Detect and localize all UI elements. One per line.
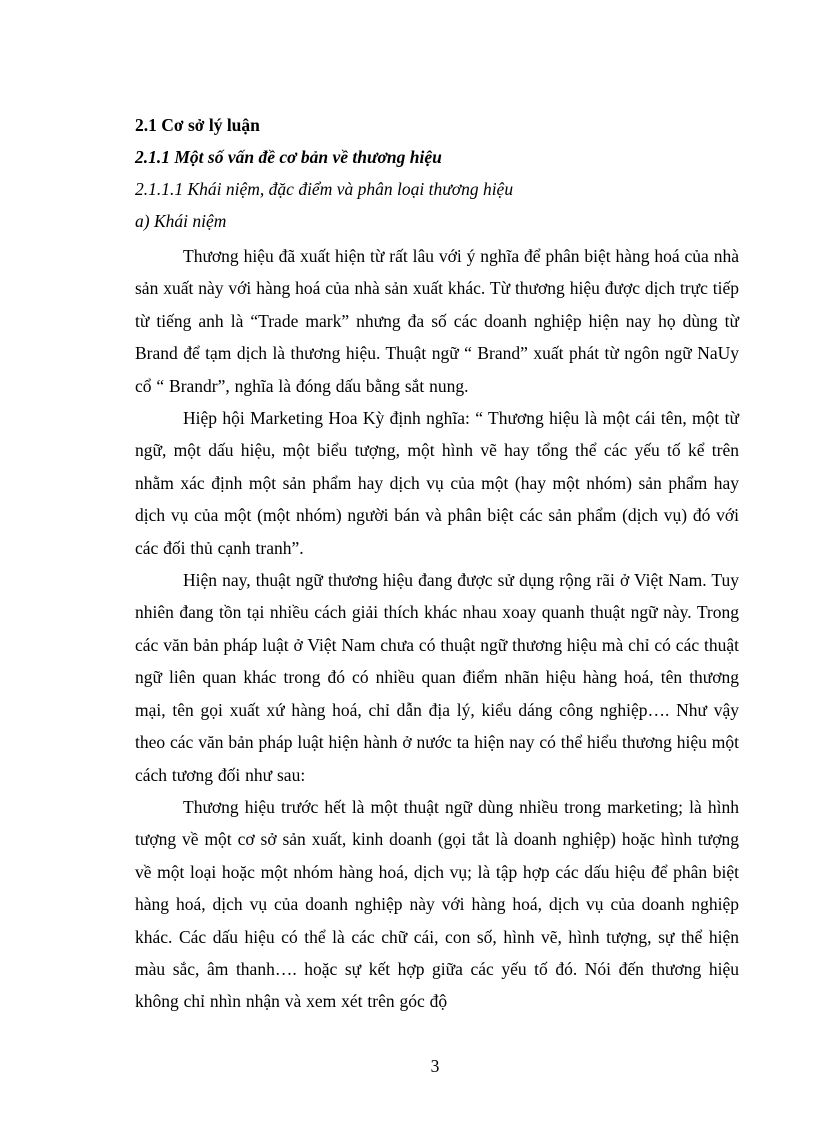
body-text bbox=[135, 240, 739, 1018]
page-number: 3 bbox=[430, 1056, 440, 1076]
item-heading: a) Khái niệm bbox=[135, 211, 227, 231]
paragraph: Hiện nay, thuật ngữ thương hiệu đang được sử dụng rộng rãi ở Việt Nam. Tuy nhiên đang tồn tại nhiều cách giải thích khác nhau xoay quanh thuật ngữ này. Trong các văn bản pháp luật ở Việt Nam chưa có thuật ngữ thương hiệu mà chỉ có các thuật ngữ liên quan khác trong đó có nhiều quan điểm nhãn hiệu hàng hoá, tên thương mại, tên gọi xuất xứ hàng hoá, chỉ dẫn địa lý, kiểu dáng công nghiệp…. Như vậy theo các văn bản pháp luật hiện hành ở nước ta hiện nay có thể hiểu thương hiệu một cách tương đối như sau: bbox=[135, 570, 739, 785]
paragraph: Thương hiệu trước hết là một thuật ngữ dùng nhiều trong marketing; là hình tượng về một cơ sở sản xuất, kinh doanh (gọi tắt là doanh nghiệp) hoặc hình tượng về một loại hoặc một nhóm hàng hoá, dịch vụ; là tập hợp các dấu hiệu để phân biệt hàng hoá, dịch vụ của doanh nghiệp này với hàng hoá, dịch vụ của doanh nghiệp khác. Các dấu hiệu có thể là các chữ cái, con số, hình vẽ, hình tượng, sự thể hiện màu sắc, âm thanh…. hoặc sự kết hợp giữa các yếu tố đó. Nói đến thương hiệu không chỉ nhìn nhận và xem xét trên góc độ bbox=[135, 796, 739, 1012]
subsubsection-heading: 2.1.1.1 Khái niệm, đặc điểm và phân loại thương hiệu bbox=[135, 179, 514, 199]
paragraph: Thương hiệu đã xuất hiện từ rất lâu với ý nghĩa để phân biệt hàng hoá của nhà sản xuất này với hàng hoá của nhà sản xuất khác. Từ thương hiệu được dịch trực tiếp từ tiếng anh là “Trade mark” nhưng đa số các doanh nghiệp hiện nay họ dùng từ Brand để tạm dịch là thương hiệu. Thuật ngữ “ Brand” xuất phát từ ngôn ngữ NaUy cổ “ Brandr”, nghĩa là đóng dấu bằng sắt nung. bbox=[135, 246, 739, 396]
section-heading: 2.1 Cơ sở lý luận bbox=[135, 115, 260, 135]
subsection-heading: 2.1.1 Một số vấn đề cơ bản về thương hiệu bbox=[135, 147, 442, 167]
paragraph: Hiệp hội Marketing Hoa Kỳ định nghĩa: “ Thương hiệu là một cái tên, một từ ngữ, một dấu hiệu, một biểu tượng, một hình vẽ hay tổng thể các yếu tố kể trên nhằm xác định một sản phẩm hay dịch vụ của một (hay một nhóm) sản phẩm hay dịch vụ của một (một nhóm) người bán và phân biệt các sản phẩm (dịch vụ) đó với các đối thủ cạnh tranh”. bbox=[135, 408, 739, 558]
